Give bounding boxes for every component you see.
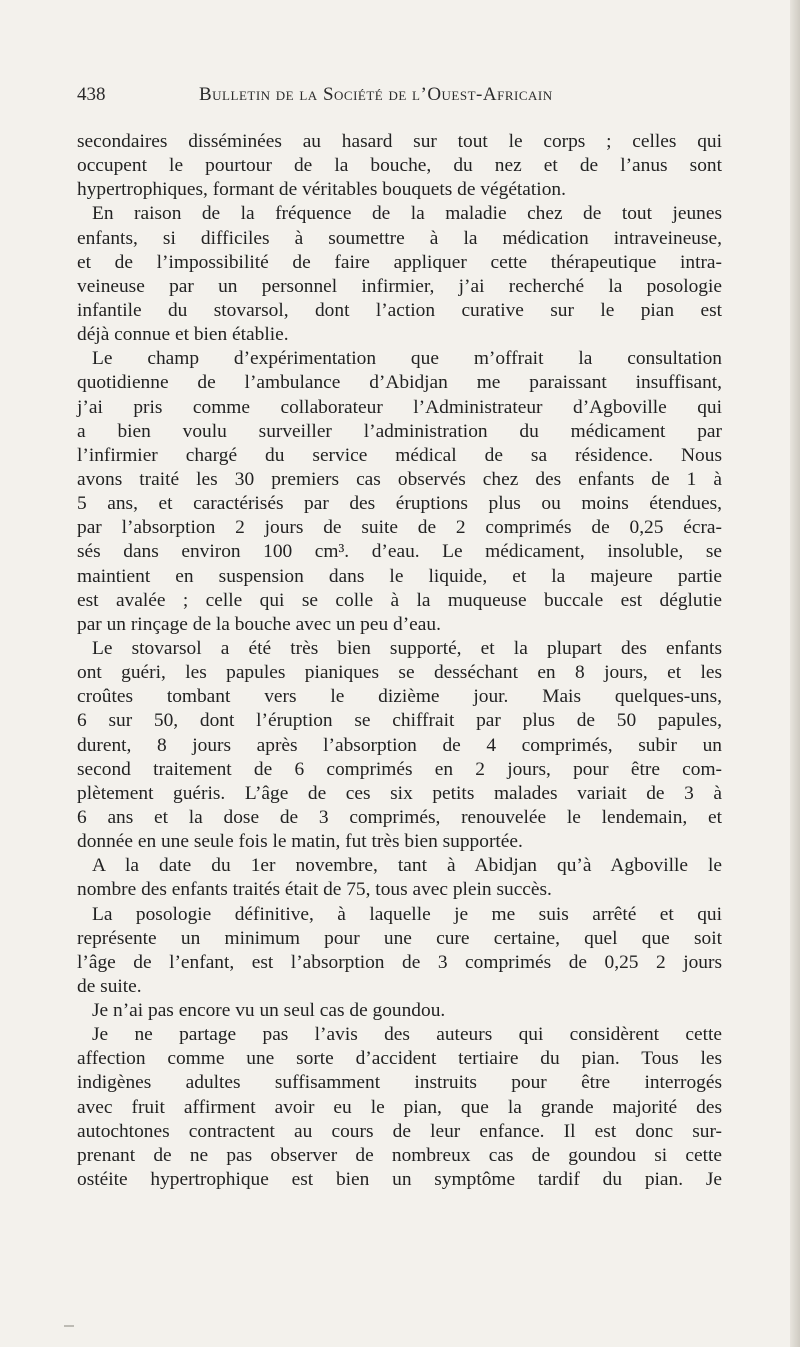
text-line: sés dans environ 100 cm³. d’eau. Le médicament, insoluble, se: [77, 541, 722, 563]
text-line: croûtes tombant vers le dizième jour. Mais quelques-uns,: [77, 686, 722, 708]
text-line: plètement guéris. L’âge de ces six petits malades variait de 3 à: [77, 782, 722, 804]
text-line: occupent le pourtour de la bouche, du nez et de l’anus sont: [77, 155, 722, 177]
text-line: de suite.: [77, 975, 142, 997]
text-line: a bien voulu surveiller l’administration du médicament par: [77, 420, 722, 442]
text-line: 6 ans et la dose de 3 comprimés, renouvelée le lendemain, et: [77, 806, 722, 828]
text-line: affection comme une sorte d’accident tertiaire du pian. Tous les: [77, 1048, 722, 1070]
text-line: 6 sur 50, dont l’éruption se chiffrait par plus de 50 papules,: [77, 710, 722, 732]
text-line: ostéite hypertrophique est bien un symptôme tardif du pian. Je: [77, 1169, 722, 1191]
text-line: A la date du 1er novembre, tant à Abidjan qu’à Agboville le: [92, 855, 722, 877]
text-line: secondaires disséminées au hasard sur tout le corps ; celles qui: [77, 131, 722, 152]
page-number: 438: [77, 84, 106, 105]
text-line: l’âge de l’enfant, est l’absorption de 3 comprimés de 0,25 2 jours: [77, 951, 722, 973]
text-line: j’ai pris comme collaborateur l’Administrateur d’Agboville qui: [77, 396, 722, 418]
text-line: second traitement de 6 comprimés en 2 jours, pour être com-: [77, 758, 722, 780]
text-line: déjà connue et bien établie.: [77, 324, 289, 346]
text-line: En raison de la fréquence de la maladie chez de tout jeunes: [92, 203, 722, 225]
text-line: prenant de ne pas observer de nombreux cas de goundou si cette: [77, 1144, 722, 1166]
page-edge-shadow: [790, 0, 800, 1347]
text-line: Le champ d’expérimentation que m’offrait la consultation: [92, 348, 722, 370]
text-line: Je n’ai pas encore vu un seul cas de goundou.: [92, 1000, 446, 1022]
text-line: 5 ans, et caractérisés par des éruptions plus ou moins étendues,: [77, 493, 722, 515]
text-line: hypertrophiques, formant de véritables bouquets de végétation.: [77, 179, 566, 201]
text-line: ont guéri, les papules pianiques se desséchant en 8 jours, et les: [77, 662, 722, 684]
text-line: avec fruit affirment avoir eu le pian, que la grande majorité des: [77, 1096, 722, 1118]
text-line: quotidienne de l’ambulance d’Abidjan me paraissant insuffisant,: [77, 372, 722, 394]
text-line: avons traité les 30 premiers cas observés chez des enfants de 1 à: [77, 468, 722, 490]
text-line: par l’absorption 2 jours de suite de 2 comprimés de 0,25 écra-: [77, 517, 722, 539]
text-line: infantile du stovarsol, dont l’action curative sur le pian est: [77, 299, 722, 321]
text-line: est avalée ; celle qui se colle à la muqueuse buccale est déglutie: [77, 589, 722, 611]
text-line: veineuse par un personnel infirmier, j’ai recherché la posologie: [77, 275, 722, 297]
text-line: enfants, si difficiles à soumettre à la médication intraveineuse,: [77, 227, 722, 249]
text-line: représente un minimum pour une cure certaine, quel que soit: [77, 927, 722, 949]
text-line: donnée en une seule fois le matin, fut très bien supportée.: [77, 831, 523, 853]
text-line: maintient en suspension dans le liquide, et la majeure partie: [77, 565, 722, 587]
text-line: durent, 8 jours après l’absorption de 4 comprimés, subir un: [77, 734, 722, 756]
text-line: et de l’impossibilité de faire appliquer cette thérapeutique intra-: [77, 251, 722, 273]
text-line: La posologie définitive, à laquelle je me suis arrêté et qui: [92, 903, 722, 925]
text-line: l’infirmier chargé du service médical de sa résidence. Nous: [77, 444, 722, 466]
text-line: par un rinçage de la bouche avec un peu d’eau.: [77, 613, 441, 635]
text-line: Je ne partage pas l’avis des auteurs qui considèrent cette: [92, 1024, 722, 1046]
text-line: nombre des enfants traités était de 75, tous avec plein succès.: [77, 879, 552, 901]
text-line: indigènes adultes suffisamment instruits pour être interrogés: [77, 1072, 722, 1094]
text-line: Le stovarsol a été très bien supporté, et la plupart des enfants: [92, 637, 722, 659]
running-header: [77, 84, 727, 108]
running-title: Bulletin de la Société de l’Ouest-Africain: [199, 84, 553, 105]
article-body: [77, 130, 722, 1192]
text-line: autochtones contractent au cours de leur enfance. Il est donc sur-: [77, 1120, 722, 1142]
page-smudge: [64, 1325, 74, 1327]
